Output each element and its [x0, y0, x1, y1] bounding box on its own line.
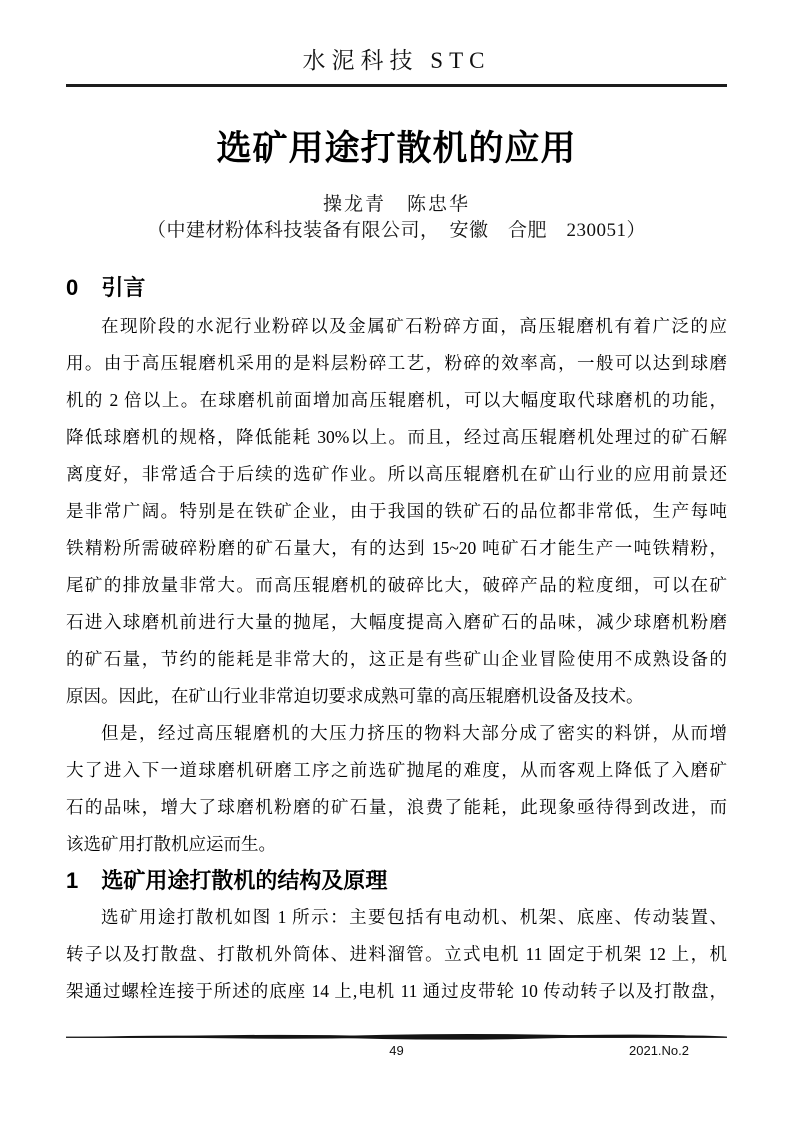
article-body [66, 308, 727, 1010]
body-line: 离度好，非常适合于后续的选矿作业。所以高压辊磨机在矿山行业的应用前景还 [66, 464, 727, 484]
body-line: 大了进入下一道球磨机研磨工序之前选矿抛尾的难度，从而客观上降低了入磨矿 [66, 760, 727, 780]
body-line: 用。由于高压辊磨机采用的是料层粉碎工艺，粉碎的效率高，一般可以达到球磨 [66, 353, 727, 373]
body-line: 转子以及打散盘、打散机外筒体、进料溜管。立式电机 11 固定于机架 12 上，机 [66, 944, 727, 964]
section-heading-0 [66, 271, 145, 302]
body-line: 但是，经过高压辊磨机的大压力挤压的物料大部分成了密实的料饼，从而增 [101, 723, 727, 743]
section-heading-1 [66, 863, 727, 899]
issue-number: 2021.No.2 [629, 1043, 689, 1058]
article-title: 选矿用途打散机的应用 [216, 129, 577, 168]
header-rule [66, 84, 727, 87]
body-line: 机的 2 倍以上。在球磨机前面增加高压辊磨机，可以大幅度取代球磨机的功能， [66, 390, 727, 410]
body-line: 铁精粉所需破碎粉磨的矿石量大，有的达到 15~20 吨矿石才能生产一吨铁精粉， [66, 538, 727, 558]
body-line: 石进入球磨机前进行大量的抛尾，大幅度提高入磨矿石的品味，减少球磨机粉磨 [66, 612, 727, 632]
body-line: 的矿石量，节约的能耗是非常大的，这正是有些矿山企业冒险使用不成熟设备的 [66, 649, 727, 669]
body-line: 架通过螺栓连接于所述的底座 14 上,电机 11 通过皮带轮 10 传动转子以及打散盘， [66, 981, 727, 1001]
body-line: 该选矿用打散机应运而生。 [66, 834, 276, 854]
body-line: 原因。因此，在矿山行业非常迫切要求成熟可靠的高压辊磨机设备及技术。 [66, 686, 644, 706]
section-number: 1 [66, 868, 79, 893]
section-number: 0 [66, 275, 79, 300]
page-footer [66, 1042, 727, 1062]
body-line: 选矿用途打散机如图 1 所示：主要包括有电动机、机架、底座、传动装置、 [101, 907, 727, 927]
page-number: 49 [389, 1043, 404, 1058]
body-line: 在现阶段的水泥行业粉碎以及金属矿石粉碎方面，高压辊磨机有着广泛的应 [101, 316, 727, 336]
body-line: 是非常广阔。特别是在铁矿企业，由于我国的铁矿石的品位都非常低，生产每吨 [66, 501, 727, 521]
body-line: 降低球磨机的规格，降低能耗 30%以上。而且，经过高压辊磨机处理过的矿石解 [66, 427, 727, 447]
section-title: 选矿用途打散机的结构及原理 [101, 868, 388, 893]
body-line: 尾矿的排放量非常大。而高压辊磨机的破碎比大，破碎产品的粒度细，可以在矿 [66, 575, 727, 595]
article-affiliation: （中建材粉体科技装备有限公司， 安徽 合肥 230051） [146, 220, 646, 241]
journal-header-title: 水泥科技 STC [302, 48, 491, 73]
section-title: 引言 [101, 275, 146, 300]
article-authors: 操龙青 陈忠华 [322, 194, 470, 215]
body-line: 石的品味，增大了球磨机粉磨的矿石量，浪费了能耗，此现象亟待得到改进，而 [66, 797, 727, 817]
